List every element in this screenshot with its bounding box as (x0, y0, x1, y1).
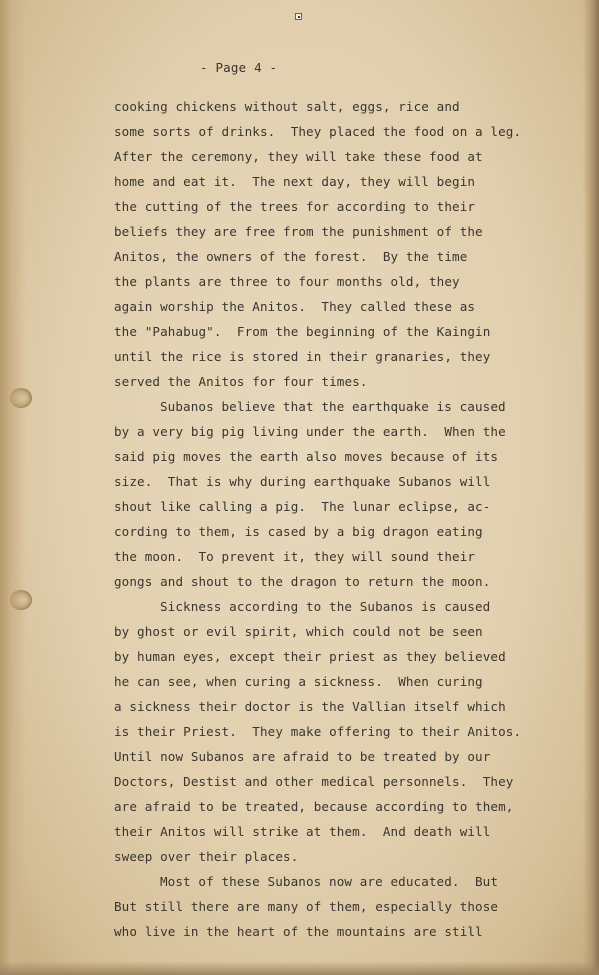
text-line: served the Anitos for four times. (114, 374, 368, 389)
typed-text-body (0, 94, 599, 944)
text-line: some sorts of drinks. They placed the food on a leg. (114, 124, 522, 139)
text-line: Until now Subanos are afraid to be treated by our (114, 749, 491, 764)
text-line: beliefs they are free from the punishment of the (114, 224, 483, 239)
text-line: is their Priest. They make offering to their Anitos. (114, 724, 522, 739)
scan-marker-icon (295, 13, 302, 20)
text-line: After the ceremony, they will take these food at (114, 149, 483, 164)
text-line: sweep over their places. (114, 849, 299, 864)
text-line: he can see, when curing a sickness. When curing (114, 674, 483, 689)
paper-bottom-edge (0, 961, 599, 975)
text-line: cooking chickens without salt, eggs, rice and (114, 99, 460, 114)
text-line: the "Pahabug". From the beginning of the Kaingin (114, 324, 491, 339)
text-line: size. That is why during earthquake Subanos will (114, 474, 491, 489)
text-line: the plants are three to four months old, they (114, 274, 460, 289)
paragraph-start-line: Subanos believe that the earthquake is caused (160, 399, 506, 414)
text-line: But still there are many of them, especially those (114, 899, 499, 914)
text-line: are afraid to be treated, because according to them, (114, 799, 514, 814)
text-line: their Anitos will strike at them. And death will (114, 824, 491, 839)
text-line: who live in the heart of the mountains are still (114, 924, 483, 939)
text-line: the cutting of the trees for according to their (114, 199, 476, 214)
text-line: shout like calling a pig. The lunar eclipse, ac- (114, 499, 491, 514)
text-line: cording to them, is cased by a big dragon eating (114, 524, 483, 539)
text-line: by human eyes, except their priest as they believed (114, 649, 506, 664)
paragraph-start-line: Most of these Subanos now are educated. But (160, 874, 499, 889)
paragraph-start-line: Sickness according to the Subanos is caused (160, 599, 491, 614)
text-line: Doctors, Destist and other medical personnels. They (114, 774, 514, 789)
text-line: the moon. To prevent it, they will sound their (114, 549, 476, 564)
text-line: gongs and shout to the dragon to return the moon. (114, 574, 491, 589)
text-line: a sickness their doctor is the Vallian itself which (114, 699, 506, 714)
text-line: by a very big pig living under the earth. When the (114, 424, 506, 439)
text-line: Anitos, the owners of the forest. By the time (114, 249, 468, 264)
text-line: home and eat it. The next day, they will begin (114, 174, 476, 189)
page-header: - Page 4 - (200, 60, 278, 75)
text-line: again worship the Anitos. They called these as (114, 299, 476, 314)
text-line: until the rice is stored in their granaries, they (114, 349, 491, 364)
text-line: by ghost or evil spirit, which could not be seen (114, 624, 483, 639)
text-line: said pig moves the earth also moves because of its (114, 449, 499, 464)
